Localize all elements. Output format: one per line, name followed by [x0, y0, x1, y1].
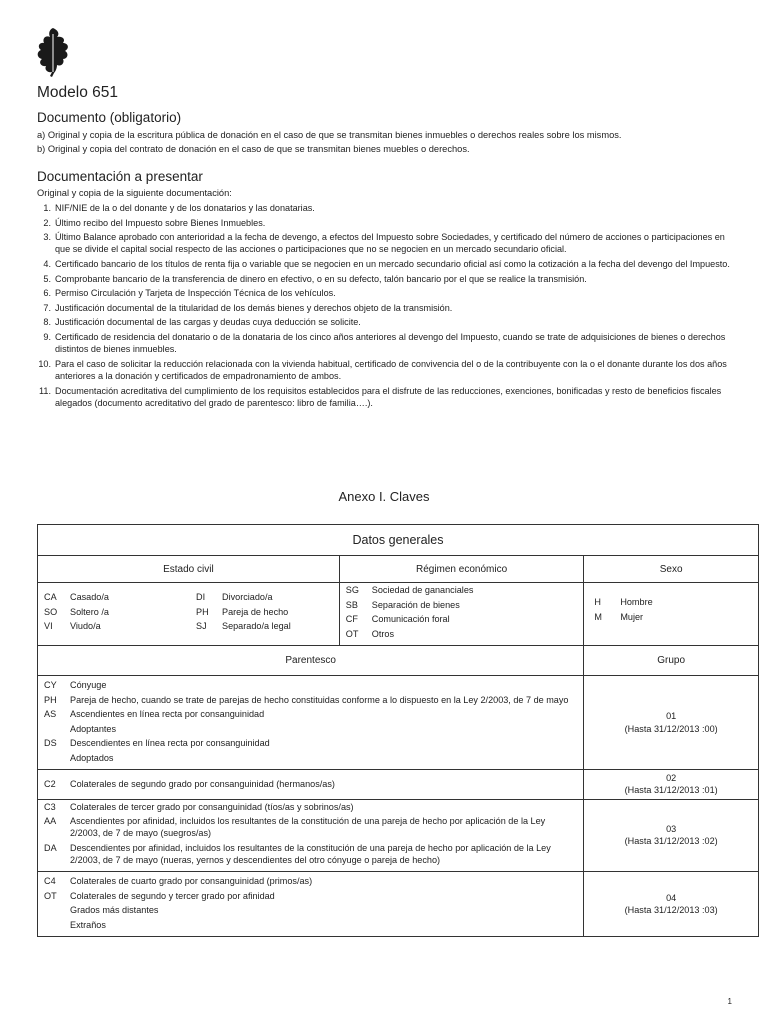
list-item: 5. Comprobante bancario de la transferencia de dinero en efectivo, o en su defecto, talón bancario por el que se realice la transmisión.: [43, 273, 587, 284]
parentesco-cell: [38, 799, 584, 872]
grupo-number: 01: [666, 711, 677, 721]
code-row: SO Soltero /a: [44, 606, 109, 617]
presentar-intro: Original y copia de la siguiente documentación:: [37, 188, 232, 198]
list-item: 3. Último Balance aprobado con anterioridad a la fecha de devengo, a efectos del Impuesto sobre Sociedades, y certificado del número de acciones o participaciones en que se divide el capital social respecto de las acciones o participaciones que no se negocien en un mercado secundario oficial.: [43, 232, 725, 255]
oak-leaf-logo: [34, 26, 72, 78]
grupo-hasta: (Hasta 31/12/2013 :02): [624, 836, 718, 847]
code-row: Adoptantes: [70, 723, 117, 734]
code-row: SJ Separado/a legal: [196, 621, 291, 631]
code-row: PH Pareja de hecho, cuando se trate de parejas de hecho constituidas conforme a lo dispuesto en la Ley 2/2003, de 7 de mayo: [44, 694, 569, 705]
regimen-cell: [339, 583, 584, 646]
code-row: Grados más distantes: [70, 905, 159, 916]
code-row: VI Viudo/a: [44, 621, 101, 631]
code-row: OT Otros: [345, 628, 395, 639]
datos-generales-header: Datos generales: [38, 525, 759, 556]
code-row: DA Descendientes por afinidad, incluidos los resultantes de la constitución de una pareja de hecho por aplicación de la Ley 2/2003, de 7 de mayo (nueras, yernos y descendientes del otro cónyuge o pareja de hecho): [44, 842, 551, 865]
page-number: 1: [727, 997, 732, 1006]
parentesco-cell: [38, 872, 584, 937]
code-row: H Hombre: [594, 597, 653, 607]
grupo-number: 02: [666, 772, 677, 783]
documentation-list: [37, 202, 737, 411]
code-row: DS Descendientes en línea recta por consanguinidad: [44, 738, 270, 748]
code-row: Extraños: [70, 919, 106, 930]
code-row: CA Casado/a: [44, 592, 109, 602]
parentesco-cell: [38, 770, 584, 800]
code-row: CY Cónyuge: [44, 680, 107, 690]
list-item: 2. Último recibo del Impuesto sobre Bienes Inmuebles.: [43, 217, 266, 228]
code-row: CF Comunicación foral: [345, 614, 450, 624]
annex-title: Anexo I. Claves: [338, 489, 430, 504]
list-item: 10. Para el caso de solicitar la reducción relacionada con la vivienda habitual, certificado de convivencia del o de la contribuyente con la o el donante durante los dos años anteriores a la donación y certificados de empadronamiento de ambos.: [38, 358, 727, 381]
code-row: C3 Colaterales de tercer grado por consanguinidad (tíos/as y sobrinos/as): [44, 801, 354, 812]
grupo-row-03: [38, 799, 759, 872]
grupo-header: Grupo: [584, 646, 759, 676]
grupo-number: 03: [666, 823, 677, 834]
list-item: 6. Permiso Circulación y Tarjeta de Inspección Técnica de los vehículos.: [43, 288, 336, 299]
grupo-cell: [584, 770, 759, 800]
list-item: 7. Justificación documental de la titularidad de los demás bienes y derechos objeto de la transmisión.: [43, 302, 453, 313]
list-item: 9. Certificado de residencia del donatario o de la donataria de los cinco años anteriores al devengo del Impuesto, cuando se trate de adquisiciones de bienes o derechos distintos de bienes inmuebles.: [43, 331, 726, 355]
grupo-cell: [584, 799, 759, 872]
estado-civil-header: Estado civil: [38, 556, 340, 583]
documento-item-b: b) Original y copia del contrato de donación en el caso de que se transmitan bienes muebles o derechos.: [37, 144, 470, 154]
code-row: SG Sociedad de gananciales: [345, 585, 474, 595]
claves-table: [37, 524, 759, 937]
regimen-header: Régimen económico: [339, 556, 584, 583]
grupo-row-04: [38, 872, 759, 937]
parentesco-cell: [38, 676, 584, 770]
documento-heading: Documento (obligatorio): [37, 110, 182, 125]
list-item: 4. Certificado bancario de los títulos de renta fija o variable que se negocien en un mercado secundario oficial así como la cotización a la fecha del devengo del Impuesto.: [43, 258, 730, 269]
code-row: PH Pareja de hecho: [196, 606, 289, 617]
code-row: C4 Colaterales de cuarto grado por consanguinidad (primos/as): [44, 876, 313, 887]
grupo-hasta: (Hasta 31/12/2013 :00): [624, 723, 718, 734]
list-item: 8. Justificación documental de las cargas y deudas cuya deducción se solicite.: [43, 317, 361, 328]
list-item: 1. NIF/NIE de la o del donante y de los donatarios y las donatarias.: [43, 203, 315, 213]
grupo-hasta: (Hasta 31/12/2013 :03): [624, 905, 718, 916]
code-row: M Mujer: [594, 611, 644, 622]
documento-item-a: a) Original y copia de la escritura pública de donación en el caso de que se transmitan bienes inmuebles o derechos reales sobre los mismos.: [37, 130, 622, 140]
code-row: C2 Colaterales de segundo grado por consanguinidad (hermanos/as): [44, 779, 335, 789]
code-row: AS Ascendientes en línea recta por consanguinidad: [44, 709, 265, 719]
grupo-hasta: (Hasta 31/12/2013 :01): [624, 785, 718, 796]
code-row: SB Separación de bienes: [345, 599, 460, 610]
list-item: 11. Documentación acreditativa del cumplimiento de los requisitos establecidos para el disfrute de las reducciones, exenciones, bonificadas y resto de beneficios fiscales alegados (documento acreditativo del grado de parentesco: libro de familia….).: [39, 385, 722, 408]
sexo-header: Sexo: [584, 556, 759, 583]
grupo-number: 04: [666, 892, 677, 903]
page-title: Modelo 651: [37, 84, 119, 101]
grupo-row-01: [38, 676, 759, 770]
sexo-cell: [584, 583, 759, 646]
code-row: AA Ascendientes por afinidad, incluidos los resultantes de la constitución de una pareja de hecho por aplicación de la Ley 2/2003, de 7 de mayo (suegros/as): [44, 816, 546, 839]
grupo-cell: [584, 872, 759, 937]
estado-civil-cell: [38, 583, 340, 646]
presentar-heading: Documentación a presentar: [37, 169, 203, 184]
grupo-row-02: [38, 770, 759, 800]
code-row: Adoptados: [70, 752, 114, 763]
parentesco-header: Parentesco: [38, 646, 584, 676]
grupo-cell: [584, 676, 759, 770]
code-row: DI Divorciado/a: [196, 592, 273, 602]
code-row: OT Colaterales de segundo y tercer grado por afinidad: [44, 890, 275, 901]
